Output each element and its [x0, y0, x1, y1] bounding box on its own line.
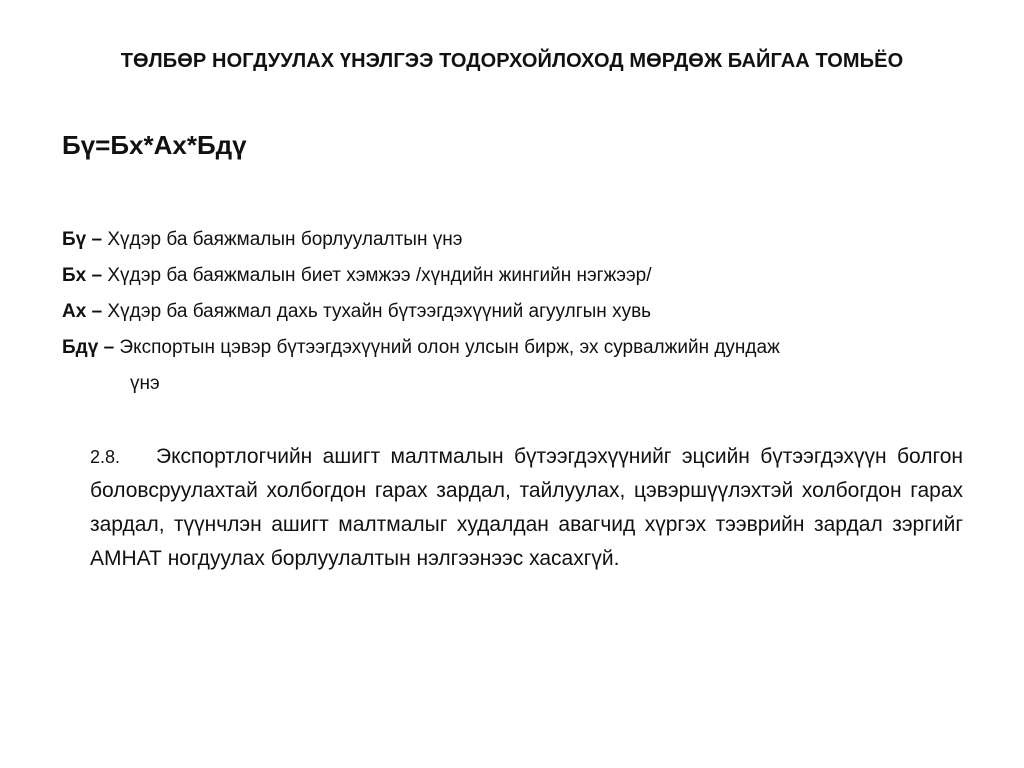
definition-text: Хүдэр ба баяжмал дахь тухайн бүтээгдэхүүний агуулгын хувь [102, 301, 652, 322]
definitions-list [62, 222, 962, 402]
definition-term: Бү – [62, 229, 103, 250]
definition-item [62, 258, 962, 294]
definition-term: Ах – [62, 301, 103, 322]
paragraph-number: 2.8. [90, 447, 121, 467]
definition-term: Бх – [62, 265, 103, 286]
definition-text: Хүдэр ба баяжмалын биет хэмжээ /хүндийн жингийн нэгжээр/ [102, 265, 652, 286]
definition-term: Бдү – [62, 337, 115, 358]
definition-text: Экспортын цэвэр бүтээгдэхүүний олон улсын бирж, эх сурвалжийн дундаж [114, 337, 780, 358]
slide-title: ТӨЛБӨР НОГДУУЛАХ ҮНЭЛГЭЭ ТОДОРХОЙЛОХОД МӨРДӨЖ БАЙГАА ТОМЬЁО [120, 50, 904, 72]
paragraph [90, 440, 963, 576]
definition-item [62, 222, 962, 258]
definition-item [62, 294, 962, 330]
definition-continuation: үнэ [130, 373, 160, 394]
definition-item [62, 330, 962, 366]
paragraph-text: Экспортлогчийн ашигт малтмалын бүтээгдэхүүнийг эцсийн бүтээгдэхүүн болгон боловсруулахтай холбогдон гарах зардал, тайлуулах, цэвэршүүлэхтэй холбогдон гарах зардал, түүнчлэн ашигт малтмалыг худалдан авагчид хүргэх тээврийн зардал зэргийг АМНАТ ногдуулах борлуулалтын нэлгээнээс хасахгүй. [90, 445, 963, 570]
formula: Бү=Бх*Ах*Бдү [62, 130, 247, 160]
definition-text: Хүдэр ба баяжмалын борлуулалтын үнэ [102, 229, 463, 250]
